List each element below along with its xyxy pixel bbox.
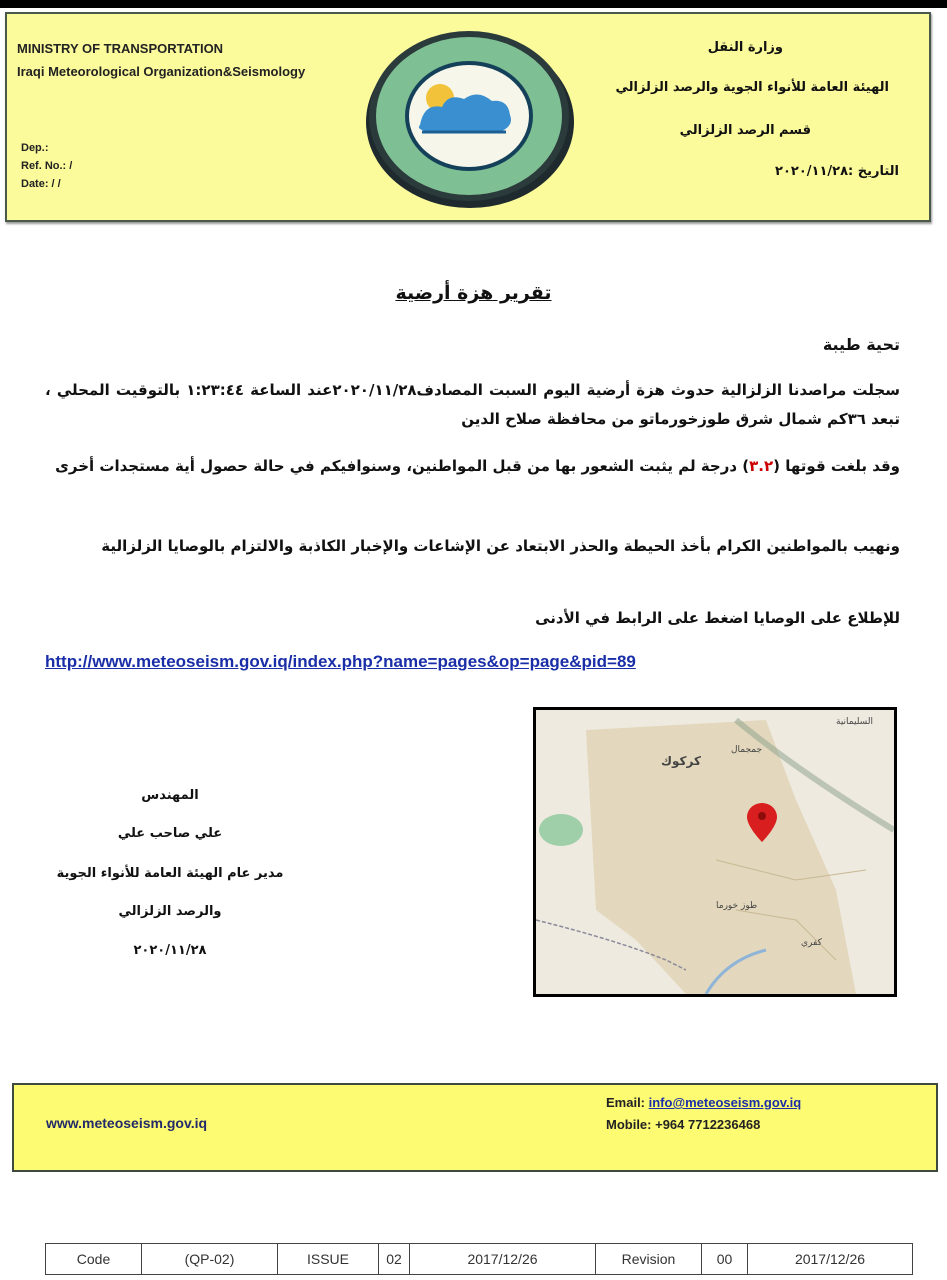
ref-label: Ref. No.: /	[21, 160, 73, 172]
table-cell: (QP-02)	[142, 1244, 278, 1275]
org-ar: الهيئة العامة للأنواء الجوية والرصد الزلزالي	[615, 80, 889, 95]
org-en: Iraqi Meteorological Organization&Seismology	[17, 64, 306, 79]
paragraph-magnitude: وقد بلغت قوتها (٣.٢) درجة لم يثبت الشعور بها من قبل المواطنين، وسنوافيكم في حالة حصول أية مستجدات أخرى	[55, 457, 900, 475]
map-label-kirkuk: كركوك	[661, 754, 701, 768]
paragraph-instructions: للإطلاع على الوصايا اضغط على الرابط في الأدنى	[535, 609, 900, 627]
paragraph-advice: ونهيب بالمواطنين الكرام بأخذ الحيطة والحذر الابتعاد عن الإشاعات والإخبار الكاذبة والالتزام بالوصايا الزلزالية	[101, 537, 900, 555]
signature-date: ٢٠٢٠/١١/٢٨	[133, 943, 207, 958]
map-graphic	[536, 710, 894, 994]
paragraph-event: سجلت مراصدنا الزلزالية حدوث هزة أرضية اليوم السبت المصادف٢٠٢٠/١١/٢٨عند الساعة ١:٢٣:٤٤ بالتوقيت المحلي ، تبعد ٣٦كم شمال شرق طوزخورماتو من محافظة صلاح الدين	[45, 381, 900, 428]
ministry-en: MINISTRY OF TRANSPORTATION	[17, 41, 224, 56]
dep-label: Dep.:	[21, 142, 49, 154]
epicenter-map	[533, 707, 897, 997]
advice-link[interactable]: http://www.meteoseism.gov.iq/index.php?name=pages&op=page&pid=89	[45, 652, 636, 671]
date-label: Date: / /	[21, 178, 61, 190]
greeting: تحية طيبة	[822, 335, 900, 354]
document-code-table	[45, 1243, 913, 1275]
report-title: تقرير هزة أرضية	[395, 282, 552, 304]
email-link[interactable]: info@meteoseism.gov.iq	[648, 1095, 802, 1110]
table-cell: 2017/12/26	[410, 1244, 596, 1275]
magnitude-value: ٣.٢	[749, 457, 774, 475]
map-label-kifri: كفري	[801, 938, 822, 948]
table-cell: Code	[46, 1244, 142, 1275]
map-label-tuz: طوز خورما	[716, 901, 758, 911]
signature-position: مدير عام الهيئة العامة للأنواء الجوية	[56, 866, 284, 881]
table-cell: ISSUE	[278, 1244, 379, 1275]
table-cell: 00	[702, 1244, 748, 1275]
dept-ar: قسم الرصد الزلزالي	[679, 123, 811, 138]
website-link[interactable]: www.meteoseism.gov.iq	[46, 1115, 208, 1131]
organization-seal-logo	[362, 20, 576, 210]
signature-title: المهندس	[141, 788, 199, 803]
table-cell: Revision	[596, 1244, 702, 1275]
ministry-ar: وزارة النقل	[707, 40, 783, 55]
top-border	[0, 0, 947, 8]
table-cell: 02	[379, 1244, 410, 1275]
date-ar: التاريخ :٢٠٢٠/١١/٢٨	[775, 164, 899, 179]
table-row	[46, 1244, 913, 1275]
map-label-sulaymaniyah: السليمانية	[836, 717, 873, 727]
signature-position-2: والرصد الزلزالي	[118, 904, 222, 919]
map-label-chamchamal: جمجمال	[731, 745, 763, 755]
footer-box	[12, 1083, 938, 1172]
mobile-number: Mobile: +964 7712236468	[606, 1117, 761, 1132]
table-cell: 2017/12/26	[748, 1244, 913, 1275]
email-line: Email: info@meteoseism.gov.iq	[606, 1095, 802, 1110]
signature-name: علي صاحب علي	[117, 826, 223, 841]
